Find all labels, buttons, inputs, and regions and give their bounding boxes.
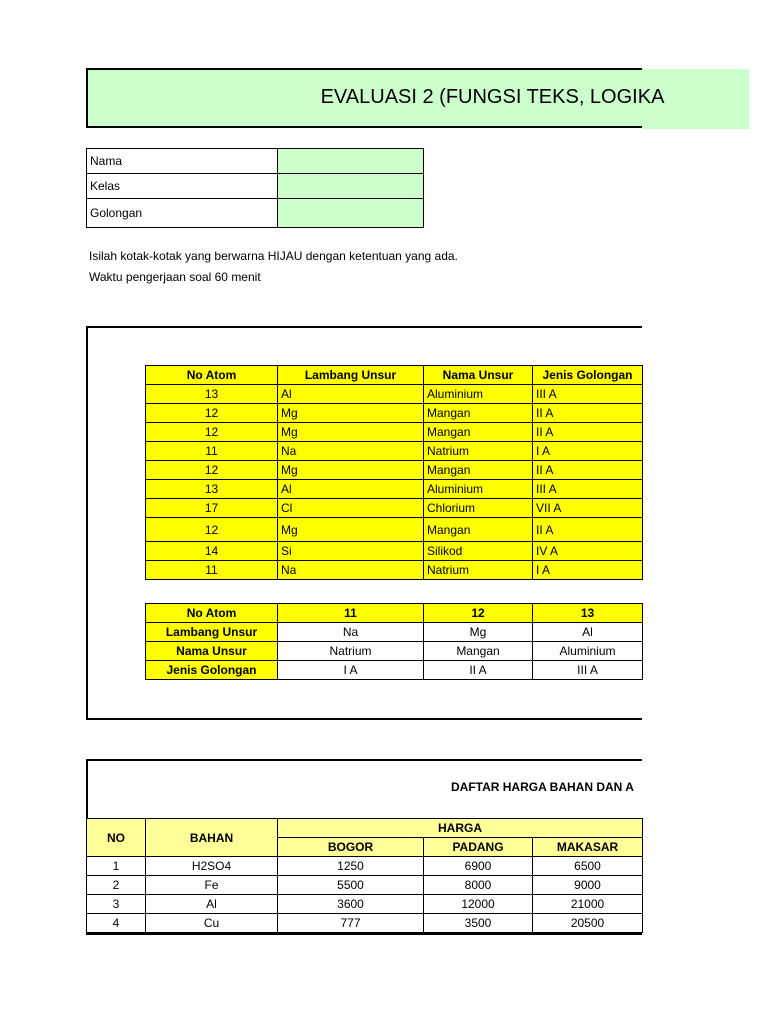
table-row <box>146 423 643 442</box>
identity-row-golongan <box>87 199 424 228</box>
lookup-header: 13 <box>533 604 643 623</box>
table-row <box>87 914 643 933</box>
no-cell: 3 <box>87 895 146 914</box>
table-row <box>146 542 643 561</box>
no-cell: 1 <box>87 857 146 876</box>
price-cell: 777 <box>278 914 424 933</box>
no-atom-cell: 11 <box>146 561 278 580</box>
nama-unsur-cell: Chlorium <box>424 499 533 518</box>
price-cell: 6900 <box>424 857 533 876</box>
identity-row-nama <box>87 149 424 174</box>
golongan-cell: II A <box>533 423 643 442</box>
identity-label: Kelas <box>87 174 278 199</box>
golongan-input-cell[interactable] <box>278 199 424 228</box>
lookup-header: No Atom <box>146 604 278 623</box>
table-row <box>146 385 643 404</box>
price-cell: 9000 <box>533 876 643 895</box>
identity-label: Golongan <box>87 199 278 228</box>
lambang-cell: Al <box>278 385 424 404</box>
no-atom-cell: 13 <box>146 480 278 499</box>
no-atom-cell: 14 <box>146 542 278 561</box>
instruction-line-1: Isilah kotak-kotak yang berwarna HIJAU dengan ketentuan yang ada. <box>89 249 458 263</box>
kelas-input-cell[interactable] <box>278 174 424 199</box>
lookup-row-label: Jenis Golongan <box>146 661 278 680</box>
table-row <box>146 518 643 542</box>
no-cell: 4 <box>87 914 146 933</box>
table-row <box>87 876 643 895</box>
identity-row-kelas <box>87 174 424 199</box>
table-row <box>87 895 643 914</box>
lambang-cell: Si <box>278 542 424 561</box>
nama-unsur-cell: Mangan <box>424 518 533 542</box>
no-atom-cell: 12 <box>146 423 278 442</box>
golongan-cell: I A <box>533 442 643 461</box>
lookup-row-label: Nama Unsur <box>146 642 278 661</box>
col-header: Jenis Golongan <box>533 366 643 385</box>
price-cell: 1250 <box>278 857 424 876</box>
golongan-cell: I A <box>533 561 643 580</box>
instruction-line-2: Waktu pengerjaan soal 60 menit <box>89 270 261 284</box>
price-table <box>86 818 643 933</box>
table-row <box>146 499 643 518</box>
city-header-padang: PADANG <box>424 838 533 857</box>
table-row <box>87 857 643 876</box>
table-row <box>146 461 643 480</box>
lookup-header: 12 <box>424 604 533 623</box>
lookup-header-row <box>146 604 643 623</box>
lookup-cell: Al <box>533 623 643 642</box>
price-header-row-1 <box>87 819 643 838</box>
lookup-cell: III A <box>533 661 643 680</box>
col-header: Lambang Unsur <box>278 366 424 385</box>
col-header: No Atom <box>146 366 278 385</box>
lookup-cell: Aluminium <box>533 642 643 661</box>
no-atom-cell: 17 <box>146 499 278 518</box>
nama-unsur-cell: Silikod <box>424 542 533 561</box>
price-cell: 5500 <box>278 876 424 895</box>
col-header: Nama Unsur <box>424 366 533 385</box>
no-atom-cell: 12 <box>146 518 278 542</box>
table-row <box>146 661 643 680</box>
bahan-cell: Fe <box>146 876 278 895</box>
lookup-table <box>145 603 643 680</box>
golongan-cell: VII A <box>533 499 643 518</box>
lookup-cell: Na <box>278 623 424 642</box>
nama-unsur-cell: Mangan <box>424 423 533 442</box>
bahan-cell: Cu <box>146 914 278 933</box>
no-cell: 2 <box>87 876 146 895</box>
price-cell: 21000 <box>533 895 643 914</box>
lambang-cell: Mg <box>278 461 424 480</box>
lookup-cell: I A <box>278 661 424 680</box>
no-atom-cell: 11 <box>146 442 278 461</box>
nama-unsur-cell: Mangan <box>424 404 533 423</box>
table-row <box>146 623 643 642</box>
city-header-makasar: MAKASAR <box>533 838 643 857</box>
table-row <box>146 480 643 499</box>
lambang-cell: Al <box>278 480 424 499</box>
no-atom-cell: 12 <box>146 404 278 423</box>
table-row <box>146 442 643 461</box>
page-title: EVALUASI 2 (FUNGSI TEKS, LOGIKA <box>320 86 665 108</box>
harga-header: HARGA <box>278 819 643 838</box>
price-cell: 6500 <box>533 857 643 876</box>
nama-unsur-cell: Mangan <box>424 461 533 480</box>
price-cell: 3500 <box>424 914 533 933</box>
lambang-cell: Mg <box>278 518 424 542</box>
price-section-title: DAFTAR HARGA BAHAN DAN A <box>451 780 634 794</box>
element-table <box>145 365 643 580</box>
bahan-cell: H2SO4 <box>146 857 278 876</box>
golongan-cell: IV A <box>533 542 643 561</box>
lambang-cell: Cl <box>278 499 424 518</box>
title-clip <box>86 68 749 128</box>
nama-unsur-cell: Aluminium <box>424 480 533 499</box>
golongan-cell: II A <box>533 461 643 480</box>
table-row <box>146 561 643 580</box>
nama-input-cell[interactable] <box>278 149 424 174</box>
nama-unsur-cell: Natrium <box>424 442 533 461</box>
lambang-cell: Mg <box>278 404 424 423</box>
lookup-cell: II A <box>424 661 533 680</box>
bahan-cell: Al <box>146 895 278 914</box>
no-atom-cell: 13 <box>146 385 278 404</box>
identity-table <box>86 148 424 228</box>
nama-unsur-cell: Aluminium <box>424 385 533 404</box>
lookup-row-label: Lambang Unsur <box>146 623 278 642</box>
lambang-cell: Mg <box>278 423 424 442</box>
nama-unsur-cell: Natrium <box>424 561 533 580</box>
price-cell: 12000 <box>424 895 533 914</box>
golongan-cell: III A <box>533 480 643 499</box>
table-row <box>146 404 643 423</box>
lookup-cell: Mg <box>424 623 533 642</box>
golongan-cell: III A <box>533 385 643 404</box>
golongan-cell: II A <box>533 518 643 542</box>
identity-label: Nama <box>87 149 278 174</box>
lambang-cell: Na <box>278 561 424 580</box>
no-header: NO <box>87 819 146 857</box>
lookup-cell: Natrium <box>278 642 424 661</box>
element-table-header <box>146 366 643 385</box>
price-cell: 8000 <box>424 876 533 895</box>
golongan-cell: II A <box>533 404 643 423</box>
price-cell: 20500 <box>533 914 643 933</box>
lookup-cell: Mangan <box>424 642 533 661</box>
lambang-cell: Na <box>278 442 424 461</box>
bahan-header: BAHAN <box>146 819 278 857</box>
no-atom-cell: 12 <box>146 461 278 480</box>
table-row <box>146 642 643 661</box>
city-header-bogor: BOGOR <box>278 838 424 857</box>
lookup-header: 11 <box>278 604 424 623</box>
price-cell: 3600 <box>278 895 424 914</box>
